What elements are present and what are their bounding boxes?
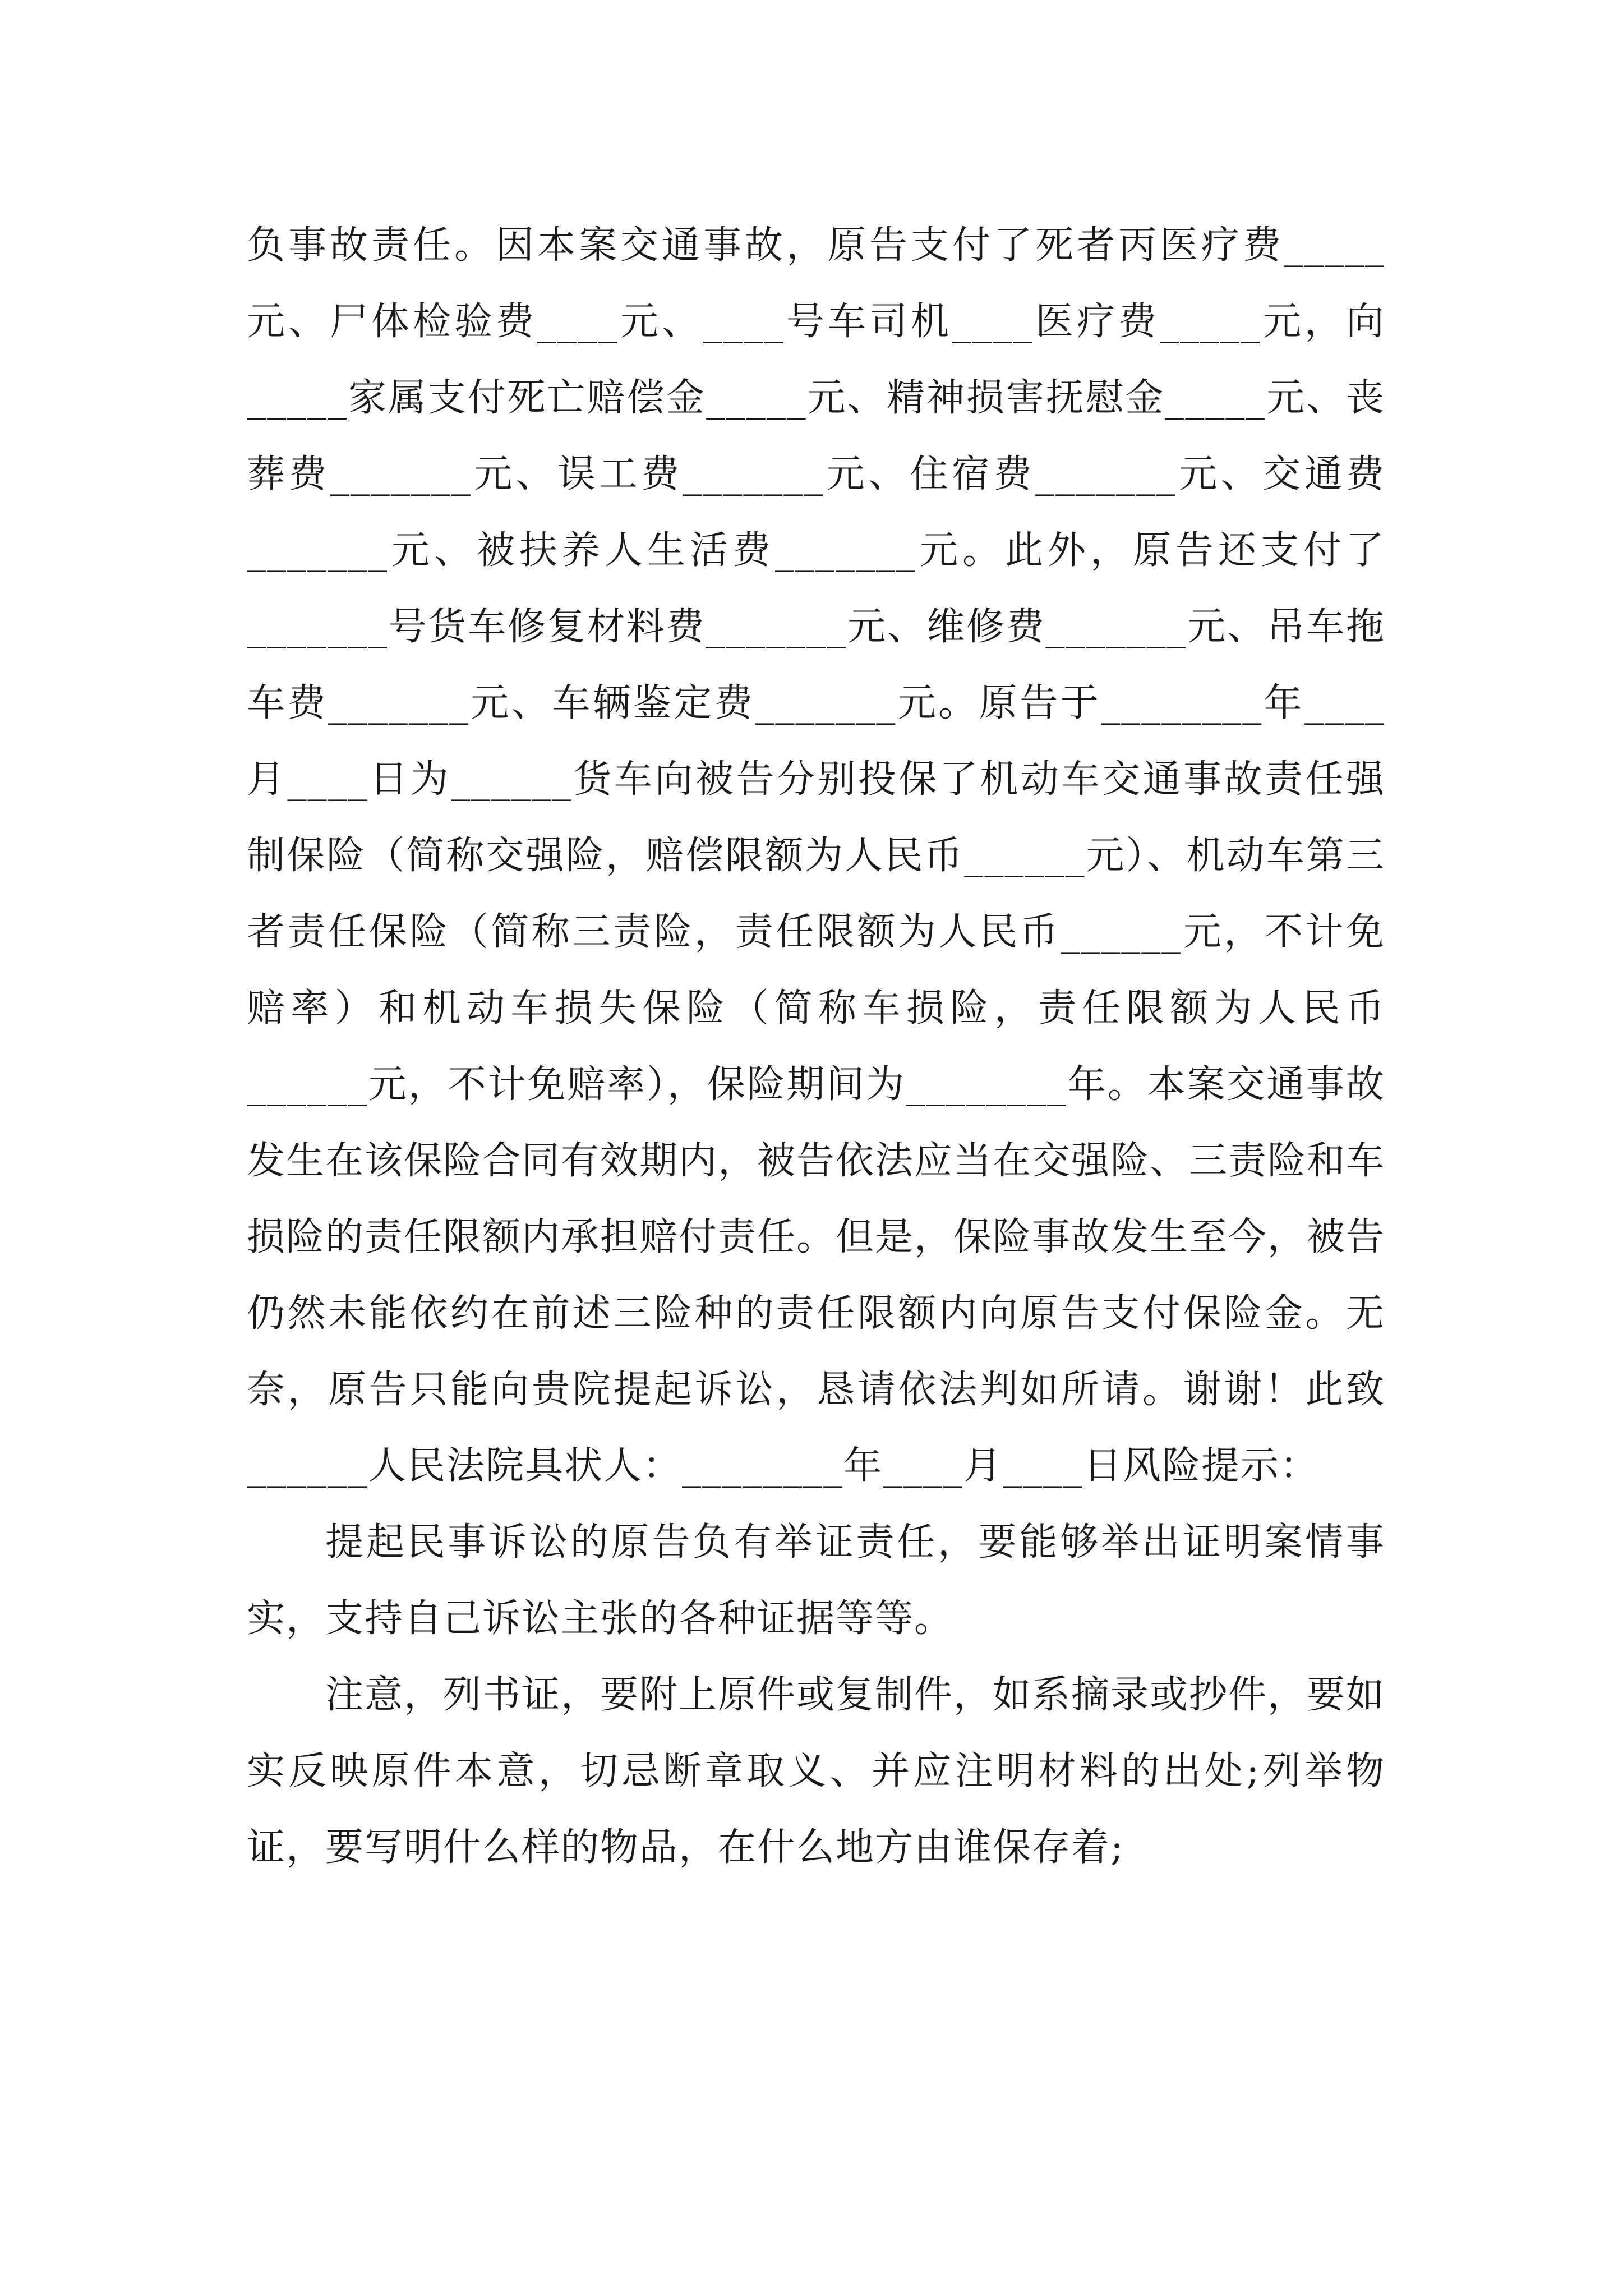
document-body: [247, 208, 1385, 1886]
paragraph-claim-details: 负事故责任。因本案交通事故，原告支付了死者丙医疗费_____元、尸体检验费____元、____号车司机____医疗费_____元，向_____家属支付死亡赔偿金_____元、精神损害抚慰金_____元、丧葬费_______元、误工费_______元、住宿费_______元、交通费_______元、被扶养人生活费_______元。此外，原告还支付了_______号货车修复材料费_______元、维修费_______元、吊车拖车费_______元、车辆鉴定费_______元。原告于________年____月____日为______货车向被告分别投保了机动车交通事故责任强制保险（简称交强险，赔偿限额为人民币______元）、机动车第三者责任保险（简称三责险，责任限额为人民币______元，不计免赔率）和机动车损失保险（简称车损险，责任限额为人民币______元，不计免赔率），保险期间为________年。本案交通事故发生在该保险合同有效期内，被告依法应当在交强险、三责险和车损险的责任限额内承担赔付责任。但是，保险事故发生至今，被告仍然未能依约在前述三险种的责任限额内向原告支付保险金。无奈，原告只能向贵院提起诉讼，恳请依法判如所请。谢谢！此致______人民法院具状人：________年____月____日风险提示：: [247, 223, 1386, 1488]
paragraph-evidence-notes: 注意，列书证，要附上原件或复制件，如系摘录或抄件，要如实反映原件本意，切忌断章取义、并应注明材料的出处;列举物证，要写明什么样的物品，在什么地方由谁保存着;: [247, 1673, 1386, 1870]
paragraph-burden-of-proof: 提起民事诉讼的原告负有举证责任，要能够举出证明案情事实，支持自己诉讼主张的各种证据等等。: [247, 1520, 1385, 1641]
